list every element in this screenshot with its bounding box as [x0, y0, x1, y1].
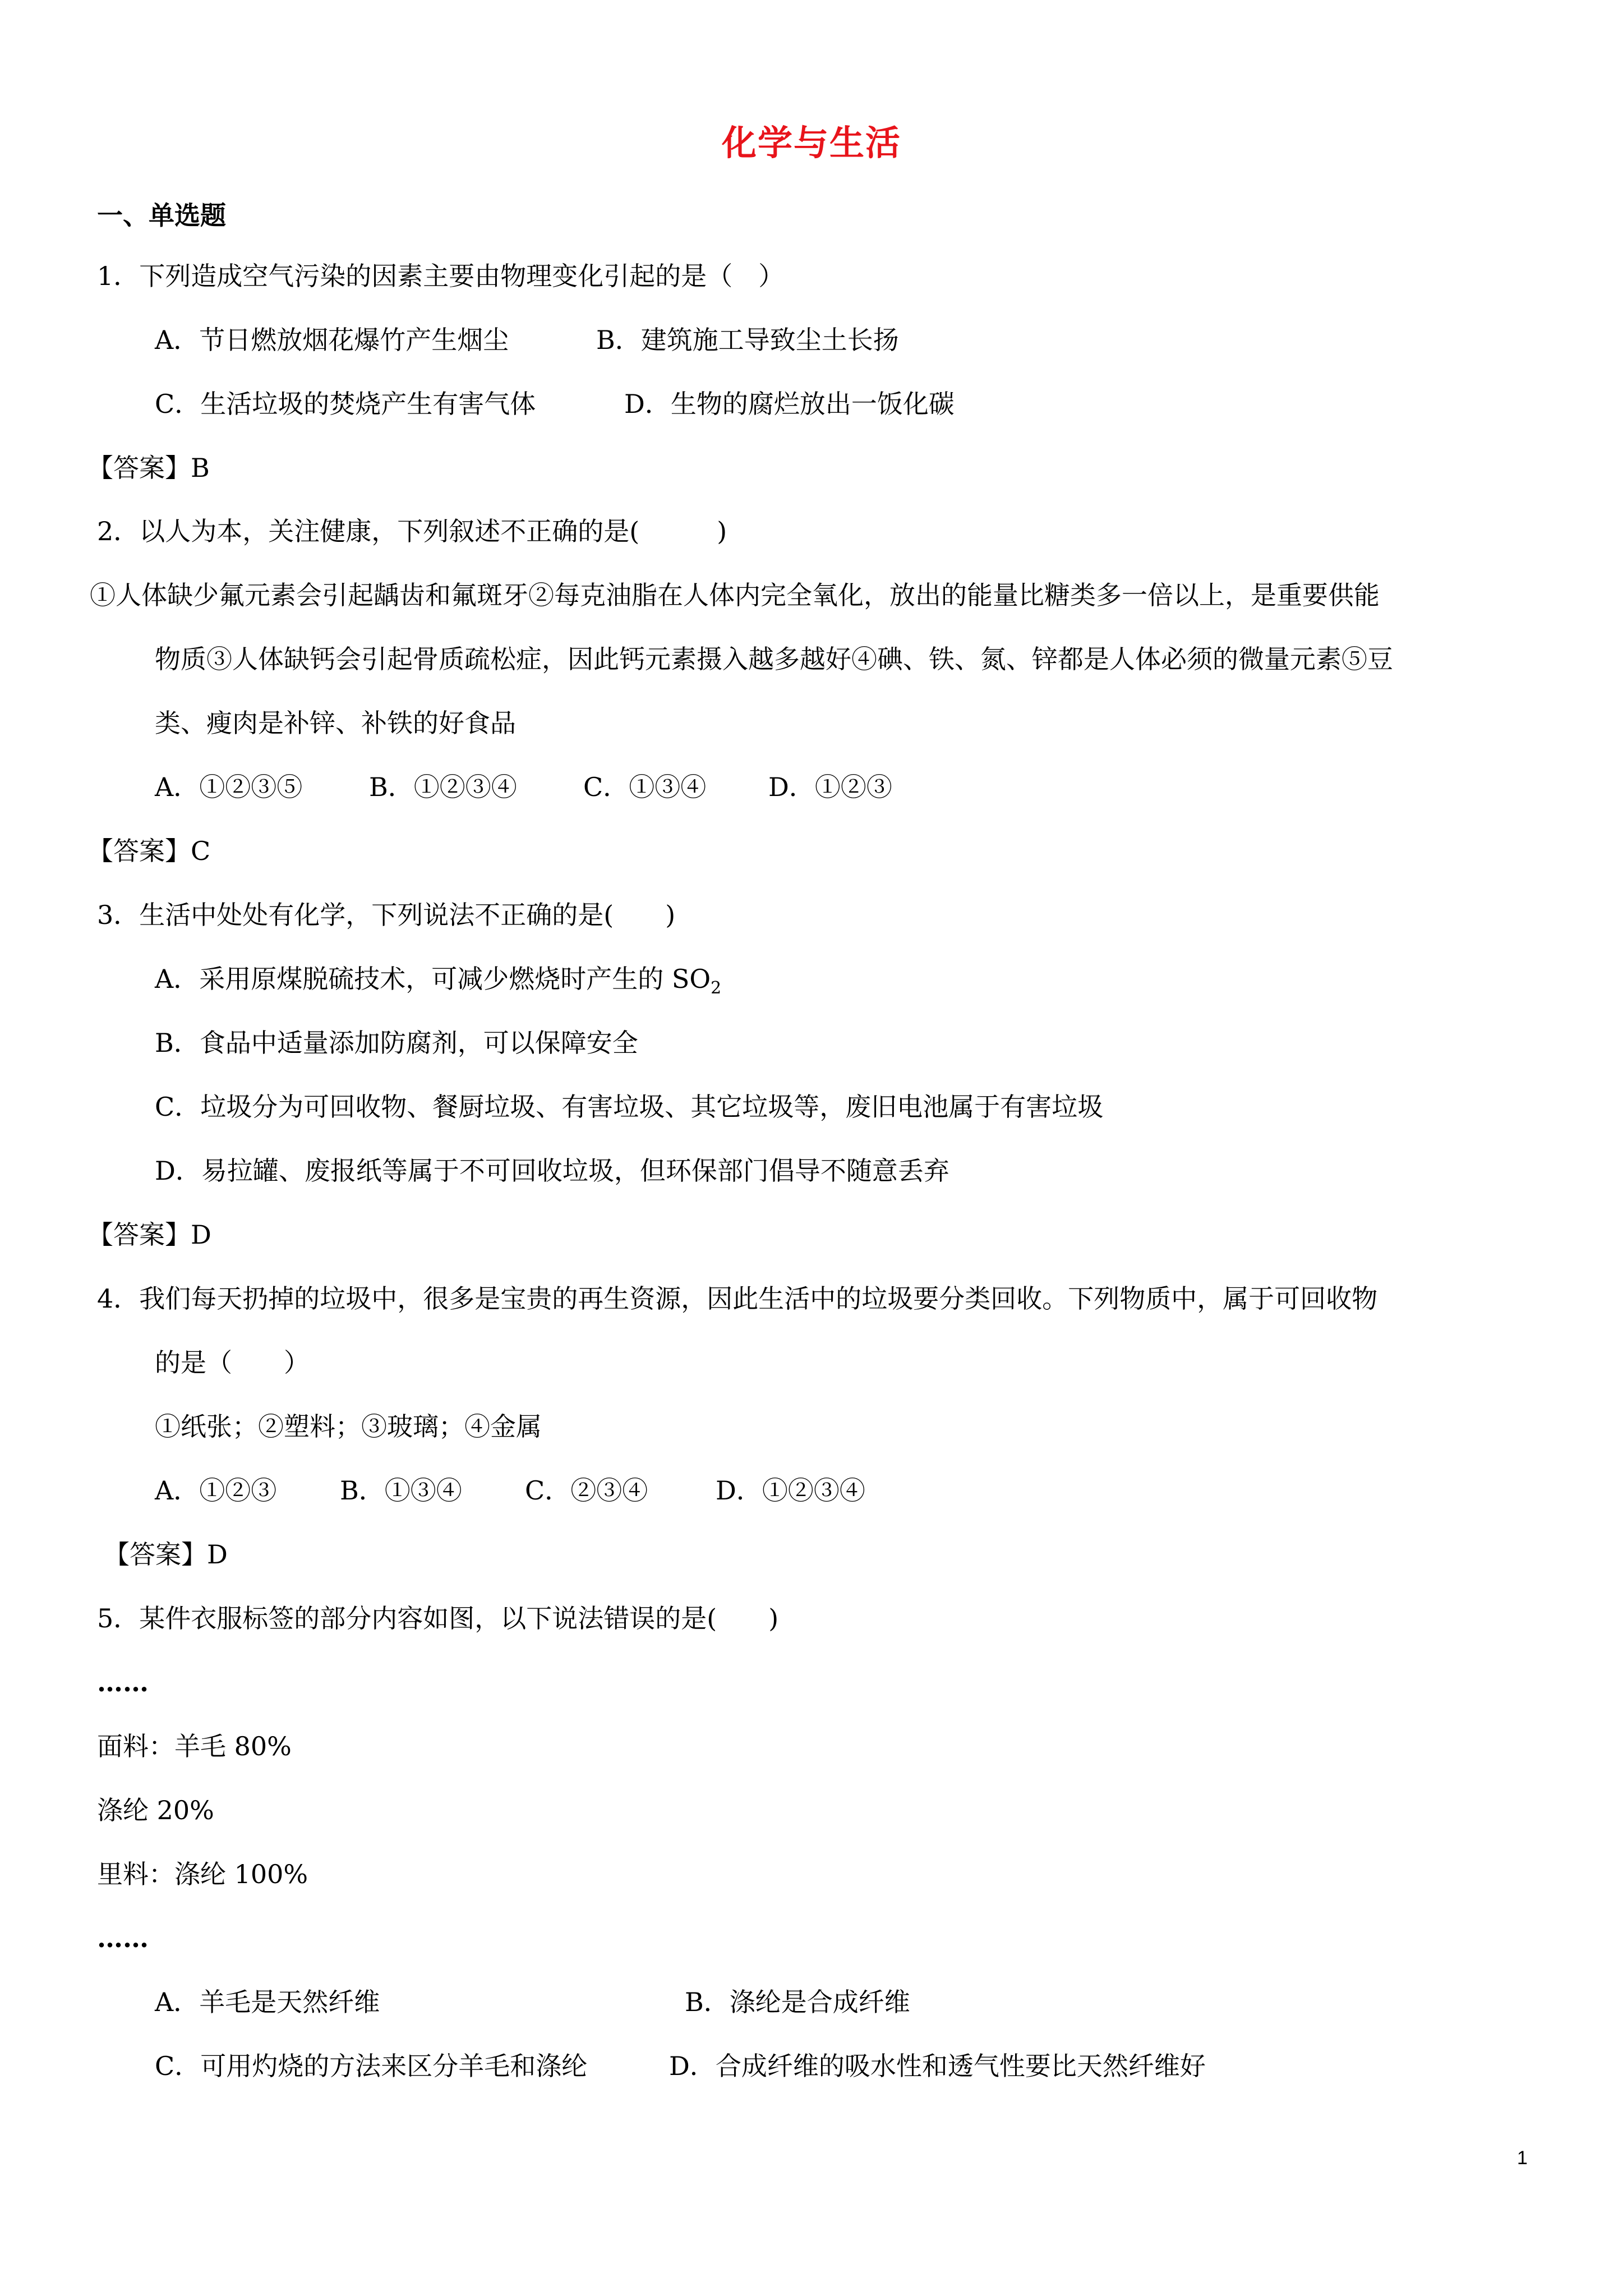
question-3-option-b: B．食品中适量添加防腐剂，可以保障安全: [155, 1028, 638, 1058]
clothing-label-fabric-polyester: 涤纶 20%: [97, 1795, 214, 1825]
question-2-option-c: C．①③④: [583, 772, 707, 802]
question-4-option-a: A．①②③: [155, 1475, 277, 1506]
question-5-option-d: D．合成纤维的吸水性和透气性要比天然纤维好: [669, 2051, 1206, 2081]
question-5-option-a: A．羊毛是天然纤维: [155, 1987, 380, 2017]
question-2-body-line-3: 类、瘦肉是补锌、补铁的好食品: [155, 708, 516, 738]
question-1-option-c: C．生活垃圾的焚烧产生有害气体: [155, 389, 536, 419]
question-2-options-row: [155, 770, 996, 804]
question-3-stem: 3．生活中处处有化学，下列说法不正确的是( ): [97, 900, 676, 930]
question-5-options-row-1: [155, 1985, 1052, 2019]
question-5-option-b: B．涤纶是合成纤维: [685, 1987, 910, 2017]
question-3-option-c: C．垃圾分为可回收物、餐厨垃圾、有害垃圾、其它垃圾等，废旧电池属于有害垃圾: [155, 1092, 1104, 1122]
question-2-stem: 2．以人为本，关注健康，下列叙述不正确的是( ): [97, 516, 727, 546]
clothing-label-lining: 里料：涤纶 100%: [97, 1859, 308, 1889]
question-5-option-c: C．可用灼烧的方法来区分羊毛和涤纶: [155, 2051, 588, 2081]
question-3-option-a-subscript: 2: [711, 978, 722, 998]
question-1-options-row-1: [155, 323, 1052, 357]
question-3-answer: 【答案】D: [87, 1220, 211, 1250]
question-1-option-d: D．生物的腐烂放出一饭化碳: [624, 389, 955, 419]
question-1-option-a: A．节日燃放烟花爆竹产生烟尘: [155, 325, 509, 355]
question-1-options-row-2: [155, 387, 1052, 421]
question-4-stem-line-2: 的是（ ）: [155, 1347, 310, 1378]
question-4-answer: 【答案】D: [104, 1539, 228, 1570]
question-2-answer: 【答案】C: [87, 836, 211, 866]
question-4-stem-line-1: 4．我们每天扔掉的垃圾中，很多是宝贵的再生资源，因此生活中的垃圾要分类回收。下列物质中，属于可回收物: [97, 1283, 1378, 1314]
question-1-answer: 【答案】B: [87, 453, 210, 483]
question-2-option-d: D．①②③: [768, 772, 892, 802]
question-2-option-a: A．①②③⑤: [155, 772, 303, 802]
question-2-body-line-2: 物质③人体缺钙会引起骨质疏松症，因此钙元素摄入越多越好④碘、铁、氮、锌都是人体必须的微量元素⑤豆: [155, 644, 1393, 674]
question-3-option-a: [155, 962, 721, 1005]
question-2-body-line-1: ①人体缺少氟元素会引起龋齿和氟斑牙②每克油脂在人体内完全氧化，放出的能量比糖类多一倍以上，是重要供能: [90, 580, 1380, 610]
clothing-label-fabric: 面料：羊毛 80%: [97, 1731, 292, 1761]
question-3-option-d: D．易拉罐、废报纸等属于不可回收垃圾，但环保部门倡导不随意丢弃: [155, 1156, 949, 1186]
question-4-items: ①纸张；②塑料；③玻璃；④金属: [155, 1411, 542, 1442]
document-title: 化学与生活: [721, 122, 901, 163]
question-3-option-a-text: A．采用原煤脱硫技术，可减少燃烧时产生的 SO: [155, 964, 711, 994]
question-2-option-b: B．①②③④: [369, 772, 517, 802]
question-5-options-row-2: [155, 2049, 1276, 2083]
question-1-option-b: B．建筑施工导致尘土长扬: [596, 325, 899, 355]
clothing-label-ellipsis-top: ……: [97, 1667, 149, 1697]
section-heading: 一、单选题: [97, 200, 226, 231]
question-4-option-b: B．①③④: [340, 1475, 462, 1506]
question-4-option-c: C．②③④: [525, 1475, 648, 1506]
question-5-stem: 5．某件衣服标签的部分内容如图，以下说法错误的是( ): [97, 1603, 779, 1634]
question-4-option-d: D．①②③④: [716, 1475, 865, 1506]
question-1-stem: 1．下列造成空气污染的因素主要由物理变化引起的是（ ）: [97, 261, 785, 291]
page-number: 1: [1517, 2147, 1528, 2169]
clothing-label-ellipsis-bottom: ……: [97, 1923, 149, 1953]
question-4-options-row: [155, 1474, 940, 1507]
